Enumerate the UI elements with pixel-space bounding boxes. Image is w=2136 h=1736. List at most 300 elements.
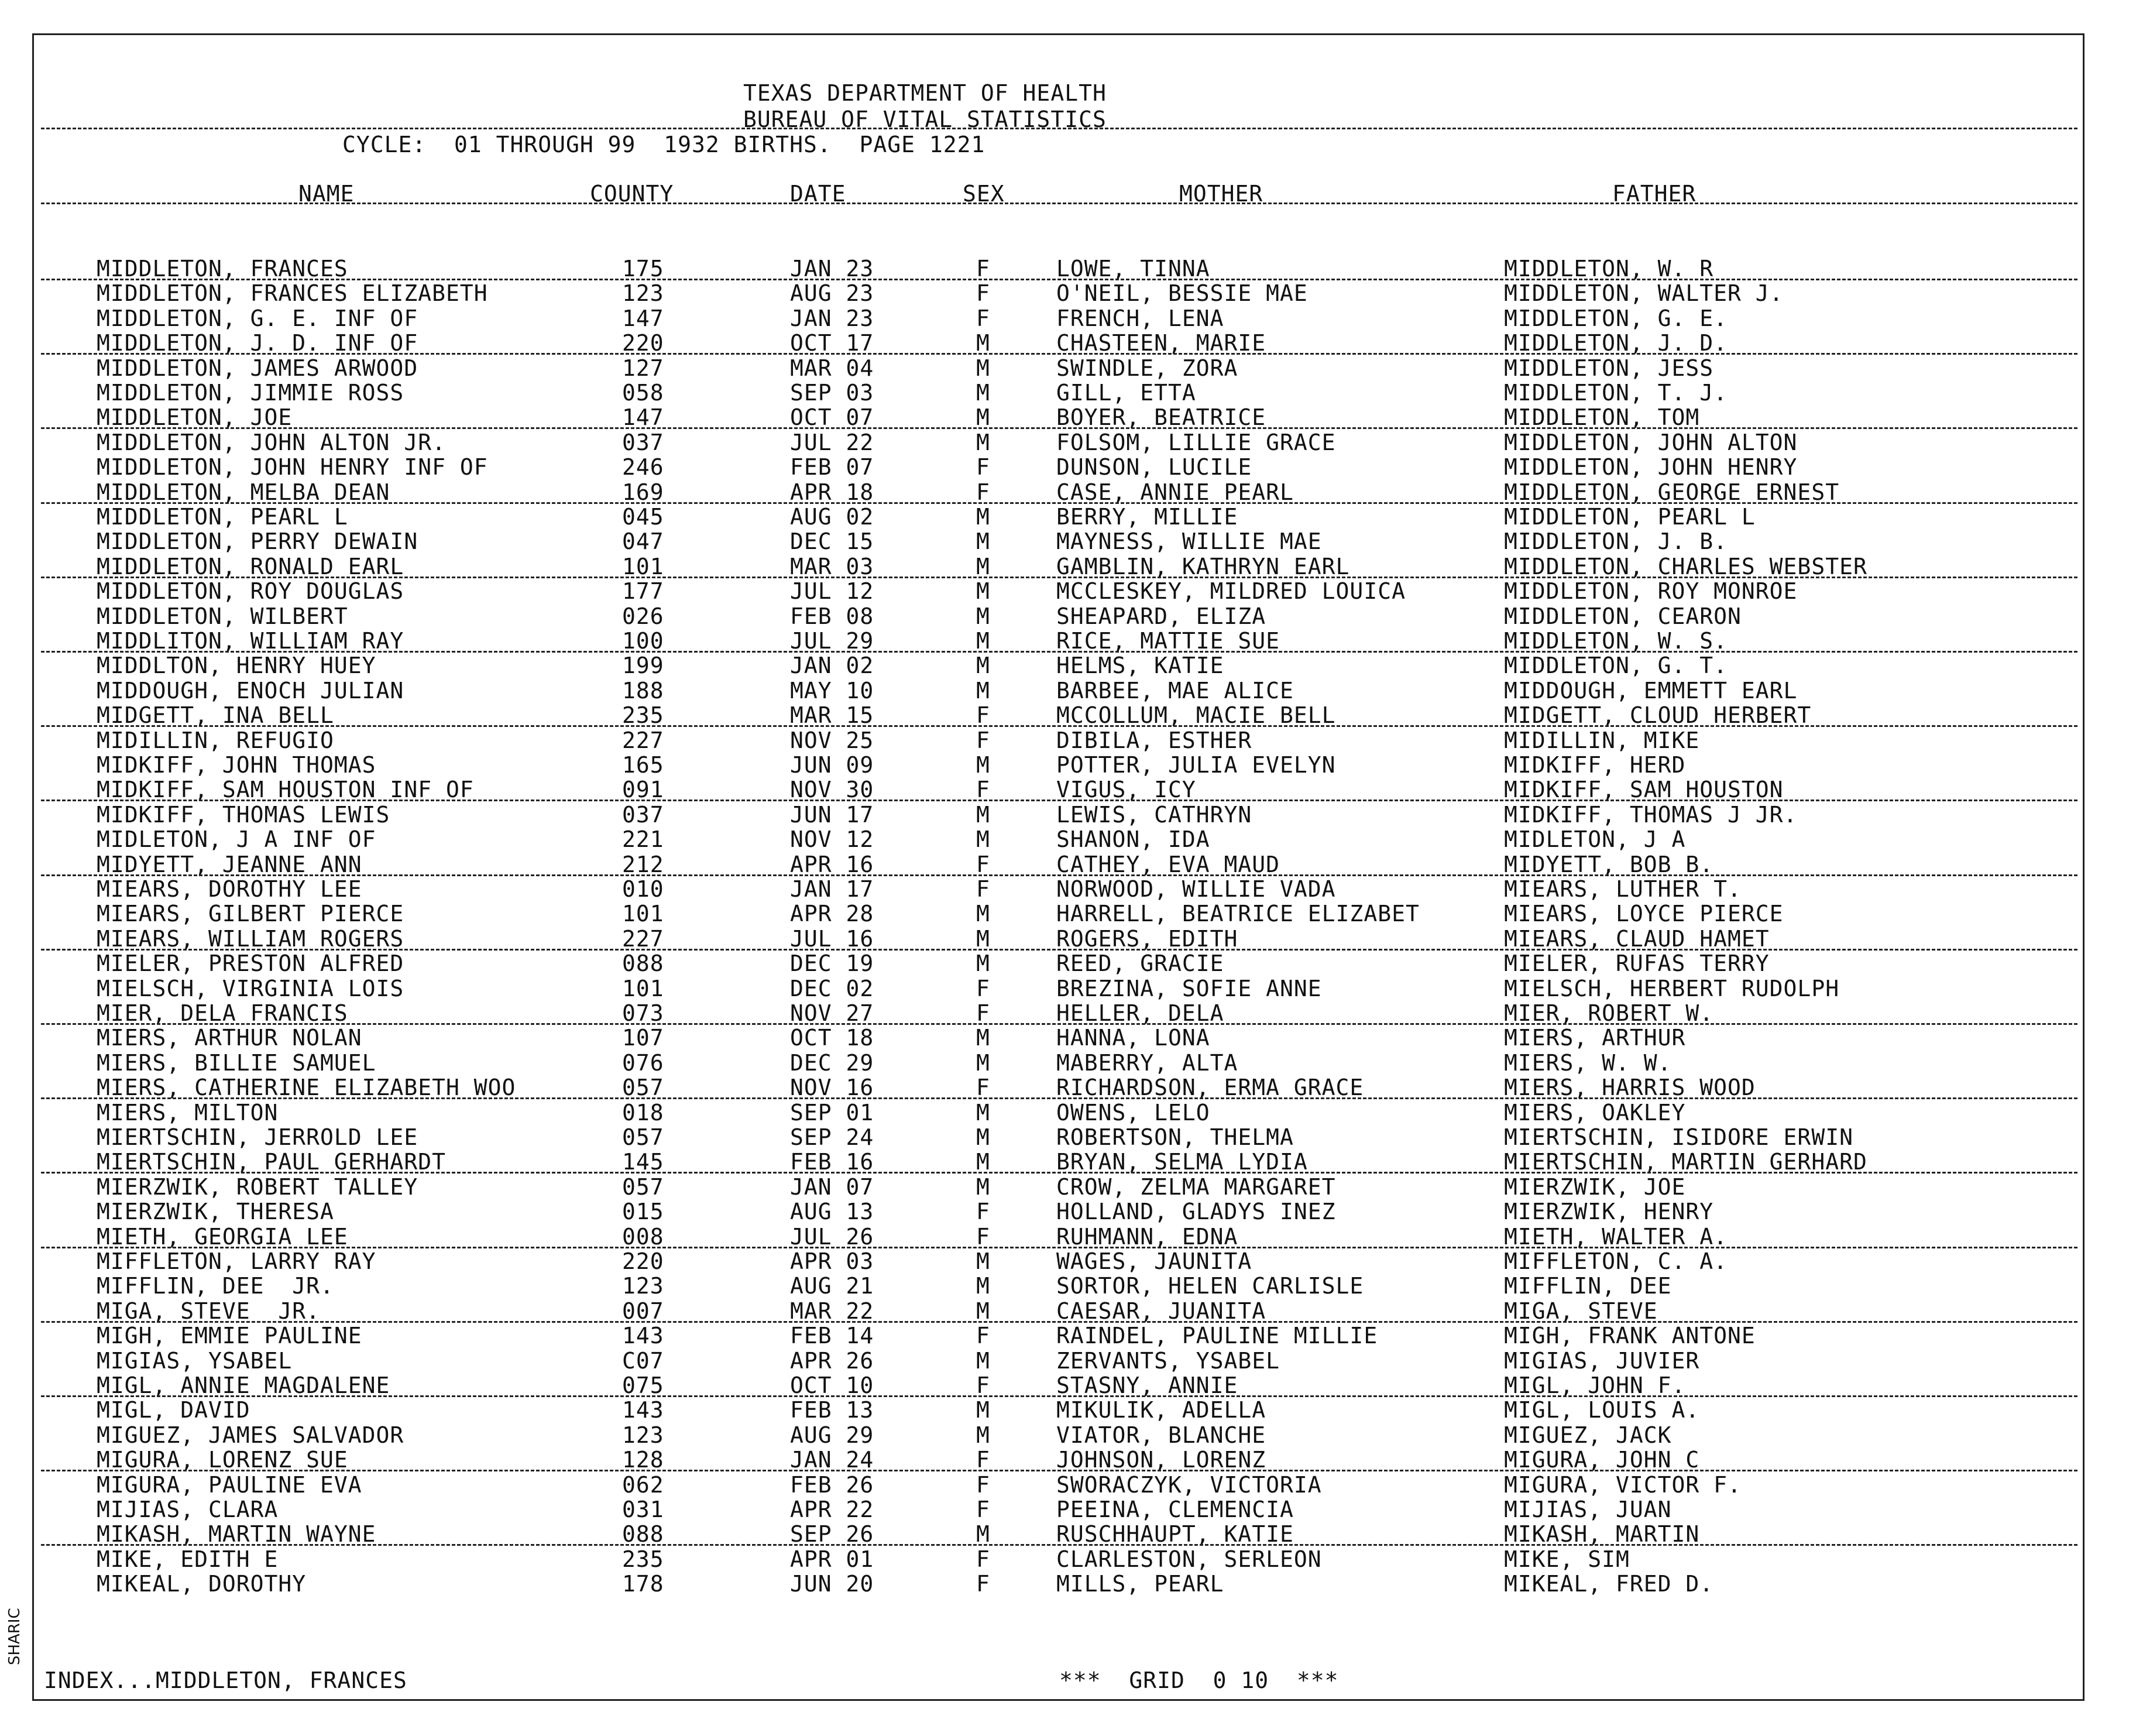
row-sex: F (976, 280, 990, 306)
row-sex: F (976, 876, 990, 902)
row-sex: M (976, 752, 990, 778)
row-name: MIFFLIN, DEE JR. (97, 1273, 334, 1299)
row-name: MIERS, BILLIE SAMUEL (97, 1050, 376, 1076)
row-county: 128 (622, 1447, 664, 1473)
row-name: MIGL, DAVID (97, 1397, 250, 1423)
row-father: MIDKIFF, THOMAS J JR. (1504, 802, 1798, 828)
row-sex: F (976, 1497, 990, 1522)
row-sex: F (976, 976, 990, 1001)
row-date: DEC 19 (790, 951, 874, 976)
row-name: MIDDLETON, JOHN HENRY INF OF (97, 454, 488, 480)
row-date: JAN 02 (790, 653, 874, 678)
row-mother: HANNA, LONA (1056, 1025, 1210, 1051)
row-date: FEB 16 (790, 1149, 874, 1175)
row-county: 107 (622, 1025, 664, 1051)
row-name: MIGUEZ, JAMES SALVADOR (97, 1422, 404, 1448)
row-group-divider (41, 800, 2077, 801)
row-date: AUG 13 (790, 1199, 874, 1224)
row-name: MIDGETT, INA BELL (97, 702, 334, 728)
row-mother: O'NEIL, BESSIE MAE (1056, 280, 1308, 306)
col-header-date: DATE (790, 181, 846, 207)
row-county: 010 (622, 876, 664, 902)
row-name: MIGH, EMMIE PAULINE (97, 1323, 362, 1349)
row-date: AUG 21 (790, 1273, 874, 1299)
row-date: DEC 15 (790, 529, 874, 554)
row-county: 227 (622, 728, 664, 753)
row-mother: RUSCHHAUPT, KATIE (1056, 1521, 1294, 1547)
row-mother: CAESAR, JUANITA (1056, 1298, 1266, 1324)
row-county: 015 (622, 1199, 664, 1224)
row-sex: F (976, 777, 990, 802)
col-header-county: COUNTY (590, 181, 674, 207)
row-sex: F (976, 1199, 990, 1224)
row-date: JUN 09 (790, 752, 874, 778)
row-date: FEB 26 (790, 1472, 874, 1498)
row-name: MIERTSCHIN, PAUL GERHARDT (97, 1149, 446, 1175)
row-date: AUG 02 (790, 504, 874, 530)
row-father: MIKE, SIM (1504, 1546, 1630, 1572)
row-county: 177 (622, 578, 664, 604)
row-group-divider (41, 427, 2077, 429)
row-father: MIDLETON, J A (1504, 826, 1686, 852)
row-date: FEB 13 (790, 1397, 874, 1423)
row-county: 178 (622, 1571, 664, 1597)
row-county: 165 (622, 752, 664, 778)
row-sex: F (976, 1075, 990, 1100)
row-father: MIDDLETON, TOM (1504, 404, 1700, 430)
col-header-father: FATHER (1612, 181, 1697, 207)
row-county: 058 (622, 380, 664, 406)
row-mother: HELMS, KATIE (1056, 653, 1224, 678)
row-county: 220 (622, 330, 664, 356)
row-date: JAN 17 (790, 876, 874, 902)
row-father: MIDDLETON, GEORGE ERNEST (1504, 479, 1840, 505)
row-mother: MCCLESKEY, MILDRED LOUICA (1056, 578, 1406, 604)
row-sex: F (976, 1000, 990, 1026)
row-county: 091 (622, 777, 664, 802)
row-name: MIDDLETON, MELBA DEAN (97, 479, 390, 505)
row-county: 057 (622, 1124, 664, 1150)
row-county: 143 (622, 1323, 664, 1349)
row-date: JAN 07 (790, 1174, 874, 1200)
row-mother: SHANON, IDA (1056, 826, 1210, 852)
row-sex: F (976, 479, 990, 505)
row-date: APR 28 (790, 901, 874, 927)
row-county: 047 (622, 529, 664, 554)
row-county: 073 (622, 1000, 664, 1026)
row-date: JUN 17 (790, 802, 874, 828)
row-sex: M (976, 1248, 990, 1274)
row-county: 147 (622, 306, 664, 331)
row-father: MIGURA, JOHN C (1504, 1447, 1700, 1473)
row-county: 212 (622, 852, 664, 877)
row-county: 045 (622, 504, 664, 530)
row-date: NOV 12 (790, 826, 874, 852)
row-sex: F (976, 702, 990, 728)
row-mother: MABERRY, ALTA (1056, 1050, 1238, 1076)
row-father: MIERZWIK, HENRY (1504, 1199, 1714, 1224)
row-county: 123 (622, 1273, 664, 1299)
row-name: MIDKIFF, JOHN THOMAS (97, 752, 376, 778)
row-sex: F (976, 256, 990, 282)
side-label: SHARIC (6, 1608, 23, 1665)
row-sex: M (976, 678, 990, 704)
row-date: APR 26 (790, 1348, 874, 1374)
row-sex: M (976, 404, 990, 430)
row-county: 123 (622, 1422, 664, 1448)
row-father: MIDDLETON, JOHN HENRY (1504, 454, 1798, 480)
row-father: MIDDLETON, J. D. (1504, 330, 1728, 356)
row-mother: BARBEE, MAE ALICE (1056, 678, 1294, 704)
row-mother: RICHARDSON, ERMA GRACE (1056, 1075, 1364, 1100)
row-mother: WAGES, JAUNITA (1056, 1248, 1252, 1274)
row-name: MIELER, PRESTON ALFRED (97, 951, 404, 976)
row-mother: RAINDEL, PAULINE MILLIE (1056, 1323, 1378, 1349)
row-mother: ROGERS, EDITH (1056, 926, 1238, 952)
row-sex: M (976, 1100, 990, 1126)
row-county: 076 (622, 1050, 664, 1076)
col-header-name: NAME (298, 181, 355, 207)
row-mother: LEWIS, CATHRYN (1056, 802, 1252, 828)
row-date: JAN 23 (790, 306, 874, 331)
row-name: MIDDLETON, JOE (97, 404, 293, 430)
row-sex: M (976, 1521, 990, 1547)
row-sex: M (976, 628, 990, 654)
row-county: 175 (622, 256, 664, 282)
row-sex: M (976, 603, 990, 629)
row-date: JUN 20 (790, 1571, 874, 1597)
row-sex: M (976, 578, 990, 604)
row-sex: M (976, 926, 990, 952)
row-group-divider (41, 725, 2077, 727)
row-mother: RICE, MATTIE SUE (1056, 628, 1280, 654)
row-sex: M (976, 1348, 990, 1374)
row-date: AUG 23 (790, 280, 874, 306)
row-county: 062 (622, 1472, 664, 1498)
row-name: MIDDLETON, PERRY DEWAIN (97, 529, 418, 554)
row-father: MIGURA, VICTOR F. (1504, 1472, 1742, 1498)
row-name: MIDDLETON, RONALD EARL (97, 554, 404, 579)
row-county: 088 (622, 1521, 664, 1547)
row-county: 235 (622, 702, 664, 728)
row-mother: FRENCH, LENA (1056, 306, 1224, 331)
row-sex: M (976, 529, 990, 554)
row-date: MAR 15 (790, 702, 874, 728)
row-father: MIDDLETON, ROY MONROE (1504, 578, 1798, 604)
row-father: MIDYETT, BOB B. (1504, 852, 1714, 877)
row-group-divider (41, 353, 2077, 355)
row-county: 100 (622, 628, 664, 654)
row-father: MIGIAS, JUVIER (1504, 1348, 1700, 1374)
row-name: MIERZWIK, ROBERT TALLEY (97, 1174, 418, 1200)
row-date: OCT 17 (790, 330, 874, 356)
row-father: MIDDLETON, T. J. (1504, 380, 1728, 406)
cycle-line: CYCLE: 01 THROUGH 99 1932 BIRTHS. PAGE 1221 (342, 132, 985, 157)
row-sex: F (976, 1373, 990, 1398)
row-father: MIDILLIN, MIKE (1504, 728, 1700, 753)
row-sex: F (976, 728, 990, 753)
row-mother: FOLSOM, LILLIE GRACE (1056, 430, 1336, 455)
row-county: 101 (622, 554, 664, 579)
row-name: MIEARS, DOROTHY LEE (97, 876, 362, 902)
row-mother: ROBERTSON, THELMA (1056, 1124, 1294, 1150)
row-date: APR 18 (790, 479, 874, 505)
row-father: MIELSCH, HERBERT RUDOLPH (1504, 976, 1840, 1001)
row-father: MIERTSCHIN, MARTIN GERHARD (1504, 1149, 1867, 1175)
row-county: 075 (622, 1373, 664, 1398)
row-mother: MAYNESS, WILLIE MAE (1056, 529, 1322, 554)
row-sex: F (976, 1571, 990, 1597)
row-sex: F (976, 1323, 990, 1349)
row-name: MIKE, EDITH E (97, 1546, 279, 1572)
row-sex: M (976, 802, 990, 828)
row-county: 008 (622, 1224, 664, 1250)
row-date: NOV 27 (790, 1000, 874, 1026)
row-sex: F (976, 1447, 990, 1473)
row-name: MIGURA, PAULINE EVA (97, 1472, 362, 1498)
row-mother: MCCOLLUM, MACIE BELL (1056, 702, 1336, 728)
row-name: MIDDLITON, WILLIAM RAY (97, 628, 404, 654)
row-date: JUL 16 (790, 926, 874, 952)
row-sex: F (976, 852, 990, 877)
row-father: MIDDLETON, JESS (1504, 355, 1714, 381)
row-father: MIDDLETON, CEARON (1504, 603, 1742, 629)
row-father: MIERZWIK, JOE (1504, 1174, 1686, 1200)
row-date: NOV 25 (790, 728, 874, 753)
row-mother: CHASTEEN, MARIE (1056, 330, 1266, 356)
row-date: SEP 03 (790, 380, 874, 406)
row-county: 057 (622, 1174, 664, 1200)
row-sex: M (976, 951, 990, 976)
row-father: MIGUEZ, JACK (1504, 1422, 1672, 1448)
row-group-divider (41, 1172, 2077, 1174)
row-father: MIDDLETON, G. T. (1504, 653, 1728, 678)
row-father: MIDDLETON, G. E. (1504, 306, 1728, 331)
row-father: MIGL, JOHN F. (1504, 1373, 1686, 1398)
row-date: FEB 14 (790, 1323, 874, 1349)
row-sex: M (976, 1273, 990, 1299)
row-date: OCT 10 (790, 1373, 874, 1398)
row-father: MIJIAS, JUAN (1504, 1497, 1672, 1522)
row-mother: STASNY, ANNIE (1056, 1373, 1238, 1398)
row-date: APR 03 (790, 1248, 874, 1274)
row-name: MIKASH, MARTIN WAYNE (97, 1521, 376, 1547)
row-county: 220 (622, 1248, 664, 1274)
row-father: MIDDLETON, W. R (1504, 256, 1714, 282)
row-county: 026 (622, 603, 664, 629)
row-sex: M (976, 653, 990, 678)
row-date: MAR 22 (790, 1298, 874, 1324)
row-mother: ZERVANTS, YSABEL (1056, 1348, 1280, 1374)
row-father: MIERTSCHIN, ISIDORE ERWIN (1504, 1124, 1853, 1150)
row-father: MIDDLETON, J. B. (1504, 529, 1728, 554)
row-mother: DIBILA, ESTHER (1056, 728, 1252, 753)
row-name: MIEARS, GILBERT PIERCE (97, 901, 404, 927)
row-name: MIERTSCHIN, JERROLD LEE (97, 1124, 418, 1150)
row-mother: DUNSON, LUCILE (1056, 454, 1252, 480)
row-date: MAR 04 (790, 355, 874, 381)
row-name: MIDDLETON, JAMES ARWOOD (97, 355, 418, 381)
row-mother: LOWE, TINNA (1056, 256, 1210, 282)
row-group-divider (41, 1544, 2077, 1546)
row-date: SEP 24 (790, 1124, 874, 1150)
row-sex: M (976, 1124, 990, 1150)
row-sex: M (976, 1422, 990, 1448)
row-county: 246 (622, 454, 664, 480)
row-sex: M (976, 1298, 990, 1324)
row-name: MIKEAL, DOROTHY (97, 1571, 307, 1597)
row-name: MIERZWIK, THERESA (97, 1199, 334, 1224)
row-date: AUG 29 (790, 1422, 874, 1448)
row-sex: M (976, 330, 990, 356)
row-mother: POTTER, JULIA EVELYN (1056, 752, 1336, 778)
row-sex: M (976, 1149, 990, 1175)
row-mother: SORTOR, HELEN CARLISLE (1056, 1273, 1364, 1299)
row-father: MIEARS, LUTHER T. (1504, 876, 1742, 902)
row-mother: PEEINA, CLEMENCIA (1056, 1497, 1294, 1522)
row-county: 057 (622, 1075, 664, 1100)
row-county: 007 (622, 1298, 664, 1324)
row-father: MIDDOUGH, EMMETT EARL (1504, 678, 1798, 704)
row-father: MIKASH, MARTIN (1504, 1521, 1700, 1547)
row-name: MIDDLETON, J. D. INF OF (97, 330, 418, 356)
row-mother: BERRY, MILLIE (1056, 504, 1238, 530)
row-father: MIER, ROBERT W. (1504, 1000, 1714, 1026)
row-date: APR 22 (790, 1497, 874, 1522)
row-date: FEB 07 (790, 454, 874, 480)
row-sex: M (976, 1397, 990, 1423)
row-county: 127 (622, 355, 664, 381)
row-father: MIEARS, CLAUD HAMET (1504, 926, 1770, 952)
row-date: JAN 23 (790, 256, 874, 282)
row-father: MIETH, WALTER A. (1504, 1224, 1728, 1250)
row-county: 145 (622, 1149, 664, 1175)
row-mother: CLARLESTON, SERLEON (1056, 1546, 1322, 1572)
row-date: APR 01 (790, 1546, 874, 1572)
row-mother: NORWOOD, WILLIE VADA (1056, 876, 1336, 902)
row-county: 147 (622, 404, 664, 430)
row-sex: M (976, 826, 990, 852)
row-name: MIELSCH, VIRGINIA LOIS (97, 976, 404, 1001)
row-mother: SWINDLE, ZORA (1056, 355, 1238, 381)
row-county: 037 (622, 430, 664, 455)
row-county: 037 (622, 802, 664, 828)
row-date: MAR 03 (790, 554, 874, 579)
row-name: MIETH, GEORGIA LEE (97, 1224, 348, 1250)
row-date: JAN 24 (790, 1447, 874, 1473)
row-date: MAY 10 (790, 678, 874, 704)
row-date: SEP 01 (790, 1100, 874, 1126)
row-date: FEB 08 (790, 603, 874, 629)
row-mother: CROW, ZELMA MARGARET (1056, 1174, 1336, 1200)
row-county: 018 (622, 1100, 664, 1126)
row-sex: M (976, 355, 990, 381)
row-date: DEC 29 (790, 1050, 874, 1076)
row-father: MIDDLETON, JOHN ALTON (1504, 430, 1798, 455)
row-father: MIELER, RUFAS TERRY (1504, 951, 1770, 976)
row-name: MIER, DELA FRANCIS (97, 1000, 348, 1026)
index-label: INDEX...MIDDLETON, FRANCES (44, 1668, 407, 1693)
row-county: 199 (622, 653, 664, 678)
row-name: MIJIAS, CLARA (97, 1497, 279, 1522)
row-county: 143 (622, 1397, 664, 1423)
row-mother: HELLER, DELA (1056, 1000, 1224, 1026)
row-name: MIDDLTON, HENRY HUEY (97, 653, 376, 678)
row-date: JUL 22 (790, 430, 874, 455)
row-date: OCT 07 (790, 404, 874, 430)
row-sex: M (976, 380, 990, 406)
row-sex: M (976, 1025, 990, 1051)
row-mother: SWORACZYK, VICTORIA (1056, 1472, 1322, 1498)
row-name: MIERS, ARTHUR NOLAN (97, 1025, 362, 1051)
row-date: NOV 30 (790, 777, 874, 802)
row-name: MIDDLETON, FRANCES ELIZABETH (97, 280, 488, 306)
row-mother: BOYER, BEATRICE (1056, 404, 1266, 430)
row-mother: BRYAN, SELMA LYDIA (1056, 1149, 1308, 1175)
row-father: MIERS, HARRIS WOOD (1504, 1075, 1756, 1100)
row-sex: F (976, 454, 990, 480)
row-name: MIDDLETON, JIMMIE ROSS (97, 380, 404, 406)
row-date: JUL 29 (790, 628, 874, 654)
row-father: MIGA, STEVE (1504, 1298, 1658, 1324)
row-mother: VIATOR, BLANCHE (1056, 1422, 1266, 1448)
row-county: 123 (622, 280, 664, 306)
row-date: DEC 02 (790, 976, 874, 1001)
grid-label: *** GRID 0 10 *** (1059, 1668, 1339, 1693)
row-sex: M (976, 1050, 990, 1076)
row-mother: REED, GRACIE (1056, 951, 1224, 976)
row-name: MIGA, STEVE JR. (97, 1298, 321, 1324)
row-county: 031 (622, 1497, 664, 1522)
row-date: APR 16 (790, 852, 874, 877)
row-father: MIDKIFF, SAM HOUSTON (1504, 777, 1784, 802)
row-sex: M (976, 1174, 990, 1200)
row-sex: M (976, 504, 990, 530)
row-sex: F (976, 306, 990, 331)
row-mother: MILLS, PEARL (1056, 1571, 1224, 1597)
row-mother: HOLLAND, GLADYS INEZ (1056, 1199, 1336, 1224)
row-sex: F (976, 1546, 990, 1572)
row-county: 221 (622, 826, 664, 852)
row-county: 101 (622, 976, 664, 1001)
bureau-title: BUREAU OF VITAL STATISTICS (743, 107, 1107, 132)
row-name: MIFFLETON, LARRY RAY (97, 1248, 376, 1274)
row-name: MIDDLETON, FRANCES (97, 256, 348, 282)
agency-title: TEXAS DEPARTMENT OF HEALTH (743, 80, 1107, 106)
row-sex: M (976, 554, 990, 579)
row-name: MIGIAS, YSABEL (97, 1348, 293, 1374)
row-father: MIERS, ARTHUR (1504, 1025, 1686, 1051)
row-mother: SHEAPARD, ELIZA (1056, 603, 1266, 629)
row-county: 101 (622, 901, 664, 927)
row-mother: JOHNSON, LORENZ (1056, 1447, 1266, 1473)
row-county: 188 (622, 678, 664, 704)
row-mother: CATHEY, EVA MAUD (1056, 852, 1280, 877)
row-father: MIERS, W. W. (1504, 1050, 1672, 1076)
row-father: MIEARS, LOYCE PIERCE (1504, 901, 1784, 927)
row-father: MIFFLIN, DEE (1504, 1273, 1672, 1299)
row-father: MIDDLETON, CHARLES WEBSTER (1504, 554, 1867, 579)
row-sex: M (976, 430, 990, 455)
row-father: MIERS, OAKLEY (1504, 1100, 1686, 1126)
column-header-divider (41, 203, 2077, 204)
row-name: MIERS, CATHERINE ELIZABETH WOO (97, 1075, 516, 1100)
row-mother: MIKULIK, ADELLA (1056, 1397, 1266, 1423)
row-county: C07 (622, 1348, 664, 1374)
row-name: MIDDLETON, JOHN ALTON JR. (97, 430, 446, 455)
row-mother: OWENS, LELO (1056, 1100, 1210, 1126)
row-county: 235 (622, 1546, 664, 1572)
